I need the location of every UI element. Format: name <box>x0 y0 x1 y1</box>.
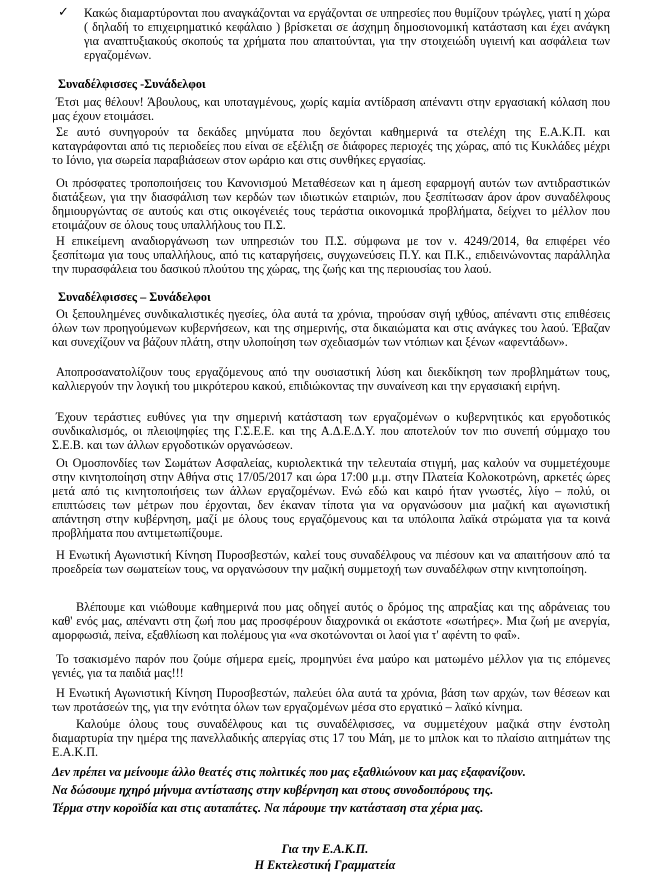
slogan: Τέρμα στην κοροϊδία και στις αυταπάτες. Να πάρουμε την κατάσταση στα χέρια μας. <box>52 801 484 815</box>
heading-colleagues-1: Συναδέλφισσες -Συνάδελφοι <box>58 77 206 91</box>
paragraph: Το τσακισμένο παρόν που ζούμε σήμερα εμείς, προμηνύει ένα μαύρο και ματωμένο μέλλον για τις επόμενες γενιές, για τα παιδιά μας!!! <box>52 652 610 680</box>
paragraph: Έτσι μας θέλουν! Άβουλους, και υποταγμένους, χωρίς καμία αντίδραση απέναντι στην εργασιακή κόλαση που μας έχουν ετοιμάσει. <box>52 95 610 123</box>
slogan: Δεν πρέπει να μείνουμε άλλο θεατές στις πολιτικές που μας εξαθλιώνουν και μας εξαφανίζουν. <box>52 765 526 779</box>
paragraph: Οι ξεπουλημένες συνδικαλιστικές ηγεσίες, όλα αυτά τα χρόνια, τηρούσαν σιγή ιχθύος, απέναντι στις επιθέσεις όλων των προηγούμενων κυβερνήσεων, και της σημερινής, στα δικαιώματα και στις ανάγκες του λαού. Έβαζαν και συνεχίζουν να βάζουν πλάτη, στην υλοποίηση των σχεδιασμών των ντόπιων και ξένων «αφεντάδων». <box>52 307 610 349</box>
heading-colleagues-2: Συναδέλφισσες – Συνάδελφοι <box>58 290 211 304</box>
signature-body: Η Εκτελεστική Γραμματεία <box>254 858 396 872</box>
slogan: Να δώσουμε ηχηρό μήνυμα αντίστασης στην κυβέρνηση και στους συνοδοιπόρους της. <box>52 783 494 797</box>
signature-organization: Για την Ε.Α.Κ.Π. <box>281 842 369 856</box>
paragraph: Καλούμε όλους τους συναδέλφους και τις συναδέλφισσες, να συμμετέχουν μαζικά στην ένστολη διαμαρτυρία την ημέρα της πανελλαδικής απεργίας στις 17 του Μάη, με το μπλοκ και το πλαίσιο αιτημάτων της Ε.Α.Κ.Π. <box>52 717 610 759</box>
checkmark-icon: ✓ <box>58 5 69 20</box>
paragraph: Αποπροσανατολίζουν τους εργαζόμενους από την ουσιαστική λύση και διεκδίκηση των προβλημάτων τους, καλλιεργούν την λογική του μικρότερου κακού, επιδιώκοντας την συναίνεση και την εργασιακή ειρήνη. <box>52 365 610 393</box>
paragraph: Η Ενωτική Αγωνιστική Κίνηση Πυροσβεστών, παλεύει όλα αυτά τα χρόνια, βάση των αρχών, των θέσεων και των προτάσεών της, για την ενότητα όλων των εργαζομένων μέσα στο εργατικό – λαϊκό κίνημα. <box>52 686 610 714</box>
paragraph: Η επικείμενη αναδιοργάνωση των υπηρεσιών του Π.Σ. σύμφωνα με τον ν. 4249/2014, θα επιφέρει νέο ξεσπίτωμα για τους υπαλλήλους, από τις καταργήσεις, συγχωνεύσεις Π.Υ. και Π.Κ., επιδεινώνοντας παράλληλα την πυρασφάλεια του δασικού πλούτου της χώρας, της ζωής και της περιουσίας του λαού. <box>52 234 610 276</box>
paragraph: Η Ενωτική Αγωνιστική Κίνηση Πυροσβεστών, καλεί τους συναδέλφους να πιέσουν και να απαιτήσουν από τα προεδρεία των σωματείων τους, να οργανώσουν την μαζική συμμετοχή των συναδέλφων στην κινητοποίηση. <box>52 548 610 576</box>
paragraph: Σε αυτό συνηγορούν τα δεκάδες μηνύματα που δεχόνται καθημερινά τα στελέχη της Ε.Α.Κ.Π. και καταγράφονται από τις περιοδείες που είναι σε εξέλιξη σε διάφορες περιοχές της χώρας, από τις Κυκλάδες μέχρι το Ιόνιο, για σωρεία παραβιάσεων στον ωράριο και στις συνθήκες εργασίας. <box>52 125 610 167</box>
paragraph: Οι πρόσφατες τροποποιήσεις του Κανονισμού Μεταθέσεων και η άμεση εφαρμογή αυτών των αντιδραστικών διατάξεων, για την διασφάλιση των κερδών των ιδιωτικών εταιριών, που ξεσπίτωσαν άρον άρον συναδέλφους δημιουργώντας σε αυτούς και στις οικογένειές τους τεράστια οικονομικά προβλήματα, δείχνει το μέλλον που ετοιμάζουν σε όλους τους υπαλλήλους του Π.Σ. <box>52 176 610 232</box>
bullet-paragraph: Κακώς διαμαρτύρονται που αναγκάζονται να εργάζονται σε υπηρεσίες που θυμίζουν τρώγλες, γιατί η χώρα ( δηλαδή το επιχειρηματικό κεφάλαιο ) βρίσκεται σε άσχημη δημοσιονομική κατάσταση και έχει ανάγκη για αναπτυξιακούς σκοπούς τα χρήματα που απαιτούνται, για την στοιχειώδη υγιεινή και ασφάλεια των εργαζομένων. <box>84 6 610 62</box>
paragraph: Βλέπουμε και νιώθουμε καθημερινά που μας οδηγεί αυτός ο δρόμος της απραξίας και της αδράνειας του καθ' ενός μας, απέναντι στη ζωή που μας προσφέρουν διαχρονικά οι εκάστοτε «σωτήρες». Μια ζωή με ανεργία, αμορφωσιά, πείνα, εξαθλίωση και πολέμους για «να σκοτώνονται οι λαοί για τ' αφέντη το φαΐ». <box>52 600 610 642</box>
paragraph: Έχουν τεράστιες ευθύνες για την σημερινή κατάσταση των εργαζομένων ο κυβερνητικός και εργοδοτικός συνδικαλισμός, οι πλειοψηφίες της Γ.Σ.Ε.Ε. και της Α.Δ.Ε.Δ.Υ. που αποτελούν τον πιο συνεπή σύμμαχο του Σ.Ε.Β. και των άλλων εργοδοτικών οργανώσεων. <box>52 410 610 452</box>
paragraph: Οι Ομοσπονδίες των Σωμάτων Ασφαλείας, κυριολεκτικά την τελευταία στιγμή, μας καλούν να συμμετέχουμε στην κινητοποίηση στην Αθήνα στις 17/05/2017 και ώρα 17:00 μ.μ. στην Πλατεία Κολοκοτρώνη, αρκετές ώρες μετά από τις κινητοποιήσεις των άλλων εργαζομένων. Ενώ εδώ και καιρό ήταν γνωστές, λίγο – πολύ, οι επιπτώσεις των μέτρων που έρχονται, δεν έκαναν τίποτα για να οργανώσουν μια μαζική και αγωνιστική απάντηση στην κυβέρνηση, μαζί με όλους τους εργαζόμενους και τα υπόλοιπα λαϊκά στρώματα για τα κοινά προβλήματα που αντιμετωπίζουμε. <box>52 456 610 540</box>
